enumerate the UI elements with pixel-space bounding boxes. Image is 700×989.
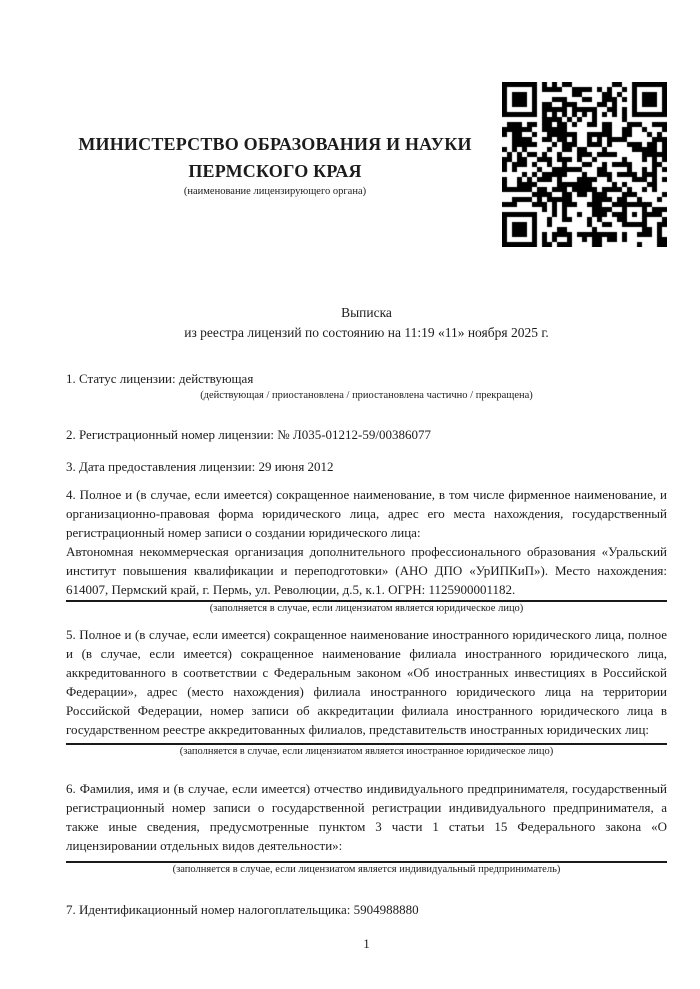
legal-entity-heading: 4. Полное и (в случае, если имеется) сокращенное наименование, в том числе фирменное наименование, и организационно-правовая форма юридического лица, адрес его места нахождения, государственный регистрационный номер записи о создании юридического лица: bbox=[66, 487, 667, 540]
legal-entity-value: Автономная некоммерческая организация дополнительного профессионального образования «Уральский институт повышения квалификации и переподготовки» (АНО ДПО «УрИПКиП»). Место нахождения: 614007, Пермский край, г. Пермь, ул. Революции, д.5, к.1. ОГРН: 1125900001182. bbox=[66, 544, 667, 597]
item-license-status bbox=[66, 369, 667, 402]
document-header bbox=[66, 82, 667, 247]
item-license-grant-date: 3. Дата предоставления лицензии: 29 июня 2012 bbox=[66, 459, 334, 474]
individual-entrepreneur-blank-field bbox=[66, 855, 667, 863]
document-title-line1: Выписка bbox=[341, 305, 392, 320]
individual-entrepreneur-heading: 6. Фамилия, имя и (в случае, если имеется) отчество индивидуального предпринимателя, государственный регистрационный номер записи о государственной регистрации индивидуального предпринимателя, а также иные сведения, предусмотренные пунктом 3 части 1 статьи 15 Федерального закона «О лицензировании отдельных видов деятельности»: bbox=[66, 781, 667, 853]
license-status-note: (действующая / приостановлена / приостановлена частично / прекращена) bbox=[200, 390, 533, 401]
page-number: 1 bbox=[363, 936, 370, 951]
qr-code-icon bbox=[502, 82, 667, 247]
document-body bbox=[66, 303, 667, 954]
ministry-name-line2: ПЕРМСКОГО КРАЯ bbox=[188, 160, 362, 181]
item-registration-number: 2. Регистрационный номер лицензии: № Л035-01212-59/00386077 bbox=[66, 427, 432, 442]
item-legal-entity bbox=[66, 485, 667, 615]
item-foreign-legal-entity bbox=[66, 625, 667, 758]
foreign-legal-entity-note: (заполняется в случае, если лицензиатом является иностранное юридическое лицо) bbox=[179, 746, 554, 757]
foreign-legal-entity-heading: 5. Полное и (в случае, если имеется) сокращенное наименование иностранного юридического лица, полное и (в случае, если имеется) сокращенное наименование филиала иностранного юридического лица, аккредитованного в соответствии с Федеральным законом «Об иностранных инвестициях в Российской Федерации», адрес (место нахождения) филиала иностранного юридического лица на территории Российской Федерации, номер записи об аккредитации филиала иностранного юридического лица в государственном реестре аккредитованных филиалов, представительств иностранных юридических лиц: bbox=[66, 627, 667, 737]
individual-entrepreneur-note: (заполняется в случае, если лицензиатом является индивидуальный предприниматель) bbox=[172, 864, 561, 875]
ministry-name-line1: МИНИСТЕРСТВО ОБРАЗОВАНИЯ И НАУКИ bbox=[78, 133, 472, 154]
license-status-text: 1. Статус лицензии: действующая bbox=[66, 371, 254, 386]
licensing-authority-block bbox=[66, 131, 484, 199]
legal-entity-field bbox=[66, 485, 667, 602]
licensing-authority-caption: (наименование лицензирующего органа) bbox=[183, 185, 367, 197]
legal-entity-note: (заполняется в случае, если лицензиатом является юридическое лицо) bbox=[209, 603, 524, 614]
document-title bbox=[66, 303, 667, 343]
item-taxpayer-id: 7. Идентификационный номер налогоплательщика: 5904988880 bbox=[66, 902, 419, 917]
item-individual-entrepreneur bbox=[66, 779, 667, 876]
ministry-name bbox=[66, 131, 484, 185]
document-title-line2: из реестра лицензий по состоянию на 11:19 «11» ноября 2025 г. bbox=[184, 325, 549, 340]
